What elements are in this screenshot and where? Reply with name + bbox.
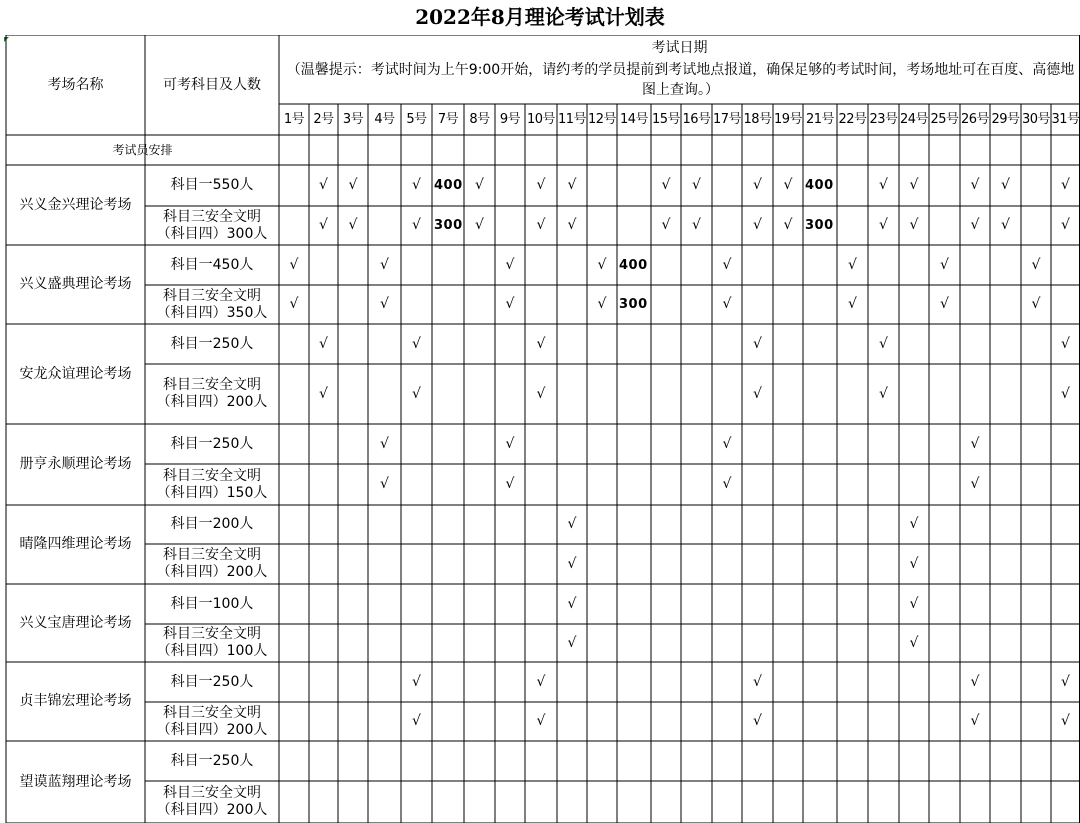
check-mark: √	[567, 177, 577, 193]
check-mark: √	[661, 217, 671, 233]
check-mark: √	[597, 296, 607, 312]
check-mark: √	[909, 634, 919, 651]
subject-cell	[145, 624, 279, 662]
site-name: 兴义金兴理论考场	[19, 196, 132, 213]
check-mark: √	[536, 673, 546, 690]
examiner-row-label: 考试员安排	[112, 142, 173, 157]
header-day-3: 3号	[342, 112, 364, 127]
header-day-22: 25号	[930, 112, 959, 127]
check-mark: √	[879, 335, 888, 352]
check-mark: √	[1031, 256, 1041, 273]
header-day-21: 24号	[899, 112, 929, 127]
check-mark: √	[940, 296, 949, 312]
site-name: 望谟蓝翔理论考场	[19, 773, 132, 790]
header-day-15: 17号	[712, 112, 742, 127]
check-mark: √	[783, 177, 793, 193]
check-mark: √	[475, 177, 484, 193]
check-mark: √	[909, 555, 919, 572]
header-subject-count: 可考科目及人数	[163, 76, 261, 93]
check-mark: √	[536, 177, 546, 193]
subject-cell-line-1: 科目三安全文明	[163, 785, 261, 801]
check-mark: √	[567, 634, 577, 651]
check-mark: √	[909, 177, 919, 193]
check-mark: √	[505, 476, 515, 492]
header-day-16: 18号	[743, 112, 772, 127]
check-mark: √	[319, 385, 328, 402]
subject-cell	[145, 464, 279, 505]
subject-cell-line-1: 科目三安全文明	[163, 547, 261, 563]
check-mark: √	[380, 256, 389, 273]
header-day-1: 1号	[283, 112, 305, 127]
quota-value: 300	[619, 297, 648, 312]
check-mark: √	[909, 217, 919, 233]
check-mark: √	[722, 476, 732, 492]
check-mark: √	[692, 177, 701, 193]
subject-cell	[145, 206, 279, 245]
header-day-14: 16号	[682, 112, 711, 127]
check-mark: √	[848, 296, 857, 312]
subject-cell	[145, 781, 279, 823]
check-mark: √	[567, 217, 577, 233]
check-mark: √	[879, 217, 888, 233]
header-day-26: 31号	[1051, 112, 1080, 127]
subject-cell	[145, 424, 279, 464]
subject-cell-line-1: 科目一250人	[170, 673, 254, 690]
header-notice: （温馨提示：考试时间为上午9:00开始，请约考的学员提前到考试地点报道，确保足够的考试时间，考场地址可在百度、高德地图上查询。）	[286, 62, 1075, 98]
subject-cell-line-2: （科目四）200人	[156, 721, 268, 738]
check-mark: √	[1061, 217, 1070, 233]
check-mark: √	[505, 296, 515, 312]
subject-cell	[145, 702, 279, 741]
subject-cell	[145, 662, 279, 702]
quota-value: 400	[619, 257, 648, 273]
check-mark: √	[536, 385, 546, 402]
check-mark: √	[597, 256, 607, 273]
subject-cell-line-1: 科目一250人	[170, 752, 254, 769]
check-mark: √	[1061, 673, 1070, 690]
check-mark: √	[753, 385, 762, 402]
check-mark: √	[380, 435, 389, 452]
header-day-10: 11号	[557, 112, 587, 127]
check-mark: √	[879, 385, 888, 402]
subject-cell-line-2: （科目四）200人	[156, 394, 268, 410]
check-mark: √	[380, 296, 389, 312]
subject-cell-line-1: 科目三安全文明	[163, 704, 261, 721]
check-mark: √	[412, 713, 421, 729]
check-mark: √	[505, 256, 515, 273]
subject-cell-line-1: 科目三安全文明	[163, 287, 261, 304]
check-mark: √	[475, 217, 484, 233]
site-name: 册亨永顺理论考场	[19, 456, 132, 472]
subject-cell	[145, 324, 279, 364]
check-mark: √	[319, 177, 328, 193]
subject-cell	[145, 285, 279, 324]
check-mark: √	[412, 335, 421, 352]
check-mark: √	[722, 256, 732, 273]
check-mark: √	[753, 335, 762, 352]
quota-value: 400	[434, 178, 463, 193]
site-name: 兴义盛典理论考场	[19, 276, 132, 292]
check-mark: √	[1031, 296, 1041, 312]
check-mark: √	[567, 555, 577, 572]
header-day-2: 2号	[313, 112, 334, 127]
check-mark: √	[505, 435, 515, 452]
subject-cell-line-2: （科目四）200人	[156, 564, 268, 580]
check-mark: √	[909, 595, 919, 612]
header-day-19: 22号	[838, 112, 867, 127]
check-mark: √	[412, 385, 421, 402]
check-mark: √	[722, 296, 732, 312]
subject-cell	[145, 584, 279, 624]
check-mark: √	[753, 673, 762, 690]
subject-cell-line-1: 科目一100人	[170, 595, 254, 612]
subject-cell-line-1: 科目一250人	[170, 335, 254, 352]
subject-cell-line-2: （科目四）100人	[156, 643, 268, 659]
check-mark: √	[348, 217, 358, 233]
check-mark: √	[970, 476, 980, 492]
check-mark: √	[536, 335, 546, 352]
subject-cell	[145, 741, 279, 781]
subject-cell	[145, 245, 279, 285]
subject-cell-line-2: （科目四）350人	[156, 304, 268, 321]
header-day-12: 14号	[619, 112, 649, 127]
header-day-20: 23号	[869, 112, 898, 127]
site-name: 贞丰锦宏理论考场	[19, 693, 132, 709]
subject-cell-line-2: （科目四）200人	[156, 802, 268, 818]
subject-cell	[145, 544, 279, 584]
header-day-8: 9号	[499, 112, 521, 127]
check-mark: √	[380, 476, 389, 492]
check-mark: √	[289, 256, 299, 273]
check-mark: √	[412, 177, 421, 193]
header-day-17: 19号	[773, 112, 803, 127]
subject-cell-line-1: 科目三安全文明	[163, 467, 261, 484]
check-mark: √	[1001, 177, 1010, 193]
subject-cell-line-1: 科目一550人	[170, 177, 254, 193]
header-exam-date: 考试日期	[651, 39, 708, 56]
page-title: 2022年8月理论考试计划表	[415, 5, 665, 29]
check-mark: √	[567, 595, 577, 612]
header-day-6: 7号	[437, 112, 459, 127]
subject-cell-line-1: 科目一250人	[170, 435, 254, 452]
check-mark: √	[412, 673, 421, 690]
check-mark: √	[692, 217, 701, 233]
site-name: 安龙众谊理论考场	[19, 365, 132, 382]
check-mark: √	[536, 217, 546, 233]
check-mark: √	[1061, 177, 1070, 193]
check-mark: √	[940, 256, 949, 273]
subject-cell-line-1: 科目一200人	[170, 516, 254, 532]
check-mark: √	[753, 177, 762, 193]
check-mark: √	[753, 713, 762, 729]
header-day-18: 21号	[805, 112, 835, 127]
quota-value: 300	[434, 218, 463, 233]
subject-cell-line-1: 科目一450人	[170, 256, 254, 273]
quota-value: 400	[805, 178, 834, 193]
header-site-name: 考场名称	[47, 76, 104, 93]
schedule-table	[0, 35, 1080, 823]
header-day-9: 10号	[526, 112, 556, 127]
header-day-23: 26号	[960, 112, 990, 127]
header-day-13: 15号	[651, 112, 681, 127]
check-mark: √	[970, 217, 980, 233]
subject-cell-line-1: 科目三安全文明	[163, 626, 261, 642]
check-mark: √	[661, 177, 671, 193]
check-mark: √	[753, 217, 762, 233]
check-mark: √	[970, 673, 980, 690]
header-day-25: 30号	[1021, 112, 1051, 127]
check-mark: √	[289, 296, 299, 312]
check-mark: √	[536, 713, 546, 729]
subject-cell-line-2: （科目四）150人	[156, 484, 268, 501]
check-mark: √	[722, 435, 732, 452]
check-mark: √	[1061, 335, 1070, 352]
check-mark: √	[1061, 385, 1070, 402]
check-mark: √	[567, 516, 577, 532]
subject-cell	[145, 364, 279, 424]
check-mark: √	[1001, 217, 1010, 233]
header-day-24: 29号	[991, 112, 1020, 127]
check-mark: √	[319, 335, 328, 352]
header-day-5: 5号	[406, 112, 427, 127]
check-mark: √	[909, 516, 919, 532]
check-mark: √	[970, 435, 980, 452]
quota-value: 300	[805, 218, 834, 233]
check-mark: √	[879, 177, 888, 193]
check-mark: √	[970, 713, 980, 729]
check-mark: √	[1061, 713, 1070, 729]
subject-cell-line-2: （科目四）300人	[156, 225, 268, 242]
subject-cell	[145, 505, 279, 544]
subject-cell-line-1: 科目三安全文明	[163, 208, 261, 225]
check-mark: √	[783, 217, 793, 233]
check-mark: √	[970, 177, 980, 193]
site-name: 晴隆四维理论考场	[19, 536, 132, 552]
site-name: 兴义宝唐理论考场	[19, 614, 132, 631]
subject-cell	[145, 165, 279, 206]
header-day-4: 4号	[374, 112, 395, 127]
check-mark: √	[848, 256, 857, 273]
header-day-11: 12号	[587, 112, 617, 127]
subject-cell-line-1: 科目三安全文明	[163, 377, 261, 393]
check-mark: √	[348, 177, 358, 193]
header-day-7: 8号	[469, 112, 490, 127]
check-mark: √	[319, 217, 328, 233]
check-mark: √	[412, 217, 421, 233]
